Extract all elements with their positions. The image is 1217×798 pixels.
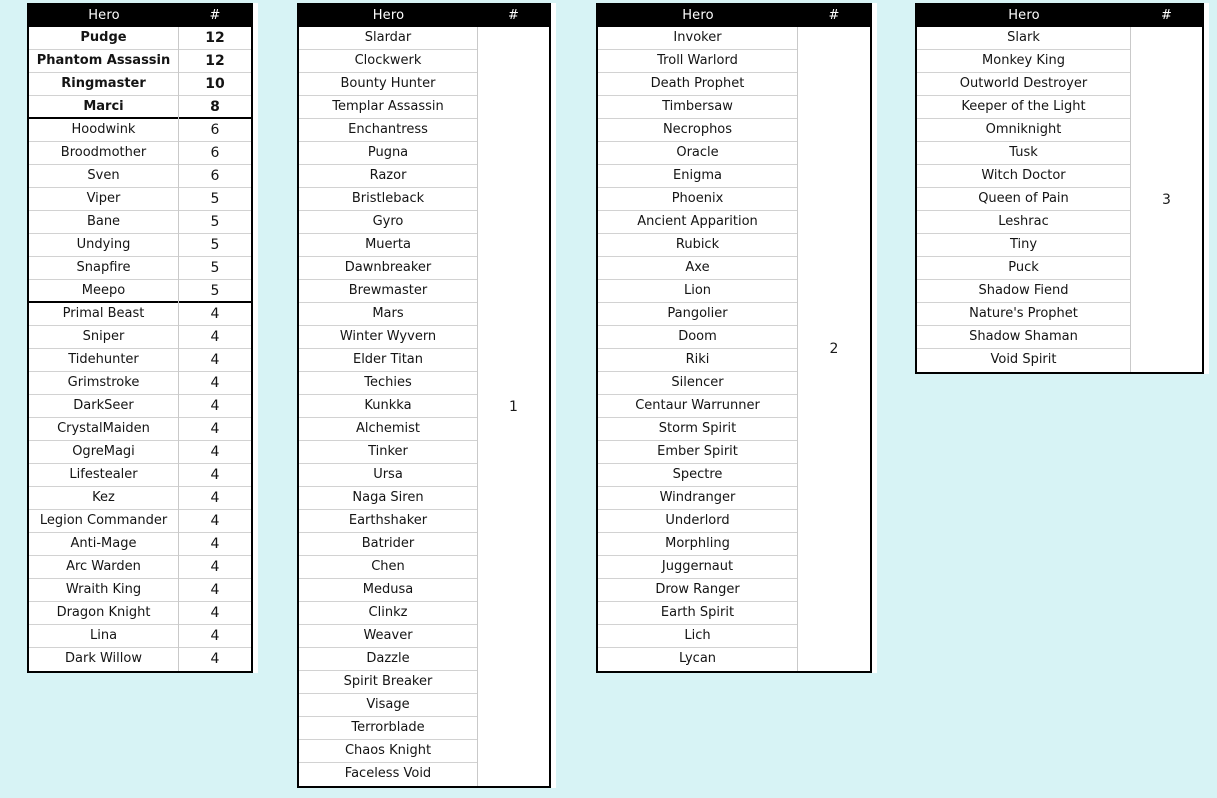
count-cell[interactable]: 4 [179, 349, 251, 372]
hero-column [299, 27, 478, 786]
hero-cell[interactable]: Shadow Shaman [917, 326, 1130, 349]
hero-cell[interactable]: Enchantress [299, 119, 477, 142]
hero-column [598, 27, 798, 671]
hero-cell[interactable]: Dark Willow [65, 651, 142, 666]
count-cell[interactable]: 4 [179, 556, 251, 579]
hero-cell[interactable]: Witch Doctor [917, 165, 1130, 188]
hero-count-table-2 [297, 3, 551, 788]
hero-cell[interactable]: Monkey King [917, 50, 1130, 73]
hero-cell[interactable]: Tiny [917, 234, 1130, 257]
hero-cell[interactable]: Omniknight [917, 119, 1130, 142]
hero-cell[interactable]: Riki [598, 349, 797, 372]
hero-cell[interactable]: Chen [299, 556, 477, 579]
count-column-header[interactable]: # [828, 8, 840, 23]
hero-cell[interactable]: Tusk [917, 142, 1130, 165]
count-column [798, 27, 870, 671]
count-cell[interactable]: 6 [179, 119, 251, 142]
hero-cell[interactable]: Outworld Destroyer [917, 73, 1130, 96]
hero-cell[interactable]: Broodmother [29, 142, 178, 165]
count-cell[interactable]: 12 [179, 50, 251, 73]
hero-cell[interactable]: Oracle [598, 142, 797, 165]
hero-cell[interactable]: Lycan [678, 651, 717, 666]
hero-cell[interactable]: Primal Beast [29, 303, 178, 326]
hero-count-table-1 [27, 3, 253, 673]
hero-cell[interactable]: Bristleback [299, 188, 477, 211]
hero-cell[interactable]: Doom [598, 326, 797, 349]
hero-column-header[interactable]: Hero [1008, 8, 1040, 23]
count-cell[interactable]: 4 [179, 579, 251, 602]
hero-cell[interactable]: Juggernaut [598, 556, 797, 579]
hero-cell[interactable]: Hoodwink [29, 119, 178, 142]
hero-cell[interactable]: Spirit Breaker [299, 671, 477, 694]
hero-cell[interactable]: Arc Warden [29, 556, 178, 579]
hero-cell[interactable]: Medusa [299, 579, 477, 602]
hero-cell[interactable]: Phoenix [598, 188, 797, 211]
hero-cell[interactable]: Earthshaker [299, 510, 477, 533]
count-cell[interactable]: 4 [179, 533, 251, 556]
hero-cell[interactable]: Alchemist [299, 418, 477, 441]
hero-cell[interactable]: Lich [598, 625, 797, 648]
count-column [478, 27, 549, 786]
hero-cell[interactable]: Weaver [299, 625, 477, 648]
hero-cell[interactable]: Axe [598, 257, 797, 280]
hero-cell[interactable]: Brewmaster [299, 280, 477, 303]
hero-cell[interactable]: Winter Wyvern [299, 326, 477, 349]
hero-column-header[interactable]: Hero [372, 8, 405, 23]
hero-cell[interactable]: Sven [29, 165, 178, 188]
hero-cell[interactable]: Terrorblade [299, 717, 477, 740]
hero-cell[interactable]: Clinkz [299, 602, 477, 625]
hero-cell[interactable]: Batrider [299, 533, 477, 556]
hero-cell[interactable]: Spectre [598, 464, 797, 487]
hero-cell[interactable]: OgreMagi [29, 441, 178, 464]
hero-cell[interactable]: Nature's Prophet [917, 303, 1130, 326]
hero-cell[interactable]: Pangolier [598, 303, 797, 326]
hero-cell[interactable]: Naga Siren [299, 487, 477, 510]
hero-cell[interactable]: Necrophos [598, 119, 797, 142]
hero-cell[interactable]: Ursa [299, 464, 477, 487]
hero-cell[interactable]: Marci [29, 96, 178, 119]
hero-cell[interactable]: Puck [917, 257, 1130, 280]
hero-cell[interactable]: Faceless Void [344, 766, 432, 781]
hero-cell[interactable]: Templar Assassin [299, 96, 477, 119]
hero-cell[interactable]: Earth Spirit [598, 602, 797, 625]
hero-cell[interactable]: Snapfire [29, 257, 178, 280]
count-cell[interactable]: 4 [179, 625, 251, 648]
count-cell[interactable]: 8 [179, 96, 251, 119]
hero-cell[interactable]: Enigma [598, 165, 797, 188]
count-cell[interactable]: 4 [179, 395, 251, 418]
hero-cell[interactable]: Legion Commander [29, 510, 178, 533]
hero-cell[interactable]: Windranger [598, 487, 797, 510]
hero-cell[interactable]: Visage [299, 694, 477, 717]
hero-cell[interactable]: Pugna [299, 142, 477, 165]
hero-cell[interactable]: Silencer [598, 372, 797, 395]
hero-cell[interactable]: Void Spirit [990, 352, 1057, 367]
count-column-header[interactable]: # [1160, 8, 1173, 23]
hero-cell[interactable]: Rubick [598, 234, 797, 257]
hero-cell[interactable]: Clockwerk [299, 50, 477, 73]
hero-cell[interactable]: Mars [299, 303, 477, 326]
hero-cell[interactable]: Lifestealer [29, 464, 178, 487]
count-cell[interactable]: 5 [179, 188, 251, 211]
table-body [917, 27, 1202, 372]
hero-count-table-3 [596, 3, 872, 673]
table-header-row [917, 5, 1202, 27]
hero-cell[interactable]: Troll Warlord [598, 50, 797, 73]
count-cell[interactable]: 10 [179, 73, 251, 96]
count-cell[interactable]: 6 [179, 142, 251, 165]
count-cell[interactable]: 4 [179, 464, 251, 487]
hero-cell[interactable]: Razor [299, 165, 477, 188]
merged-count-cell[interactable]: 2 [829, 341, 839, 357]
merged-count-cell[interactable]: 1 [509, 398, 518, 415]
count-cell[interactable]: 5 [179, 234, 251, 257]
count-cell[interactable]: 4 [179, 487, 251, 510]
count-cell[interactable]: 4 [179, 602, 251, 625]
hero-cell[interactable]: Drow Ranger [598, 579, 797, 602]
hero-column-header[interactable]: Hero [88, 8, 120, 23]
hero-cell[interactable]: Gyro [299, 211, 477, 234]
hero-cell[interactable]: Anti-Mage [29, 533, 178, 556]
hero-cell[interactable]: Dazzle [299, 648, 477, 671]
hero-cell[interactable]: Death Prophet [598, 73, 797, 96]
count-cell[interactable]: 4 [179, 510, 251, 533]
count-cell[interactable]: 4 [179, 303, 251, 326]
count-column-header[interactable]: # [507, 8, 520, 23]
count-cell[interactable]: 4 [210, 651, 220, 667]
count-cell[interactable]: 4 [179, 326, 251, 349]
count-cell[interactable]: 5 [179, 280, 251, 303]
hero-cell[interactable]: Sniper [29, 326, 178, 349]
count-column-header[interactable]: # [209, 8, 221, 23]
hero-count-table-4 [915, 3, 1204, 374]
count-cell[interactable]: 6 [179, 165, 251, 188]
hero-cell[interactable]: Bounty Hunter [299, 73, 477, 96]
hero-cell[interactable]: Dawnbreaker [299, 257, 477, 280]
hero-cell[interactable]: Grimstroke [29, 372, 178, 395]
hero-cell[interactable]: Slark [917, 27, 1130, 50]
hero-cell[interactable]: Tinker [299, 441, 477, 464]
count-cell[interactable]: 5 [179, 257, 251, 280]
hero-cell[interactable]: Queen of Pain [917, 188, 1130, 211]
hero-cell[interactable]: Shadow Fiend [917, 280, 1130, 303]
hero-cell[interactable]: Kez [29, 487, 178, 510]
count-column [1131, 27, 1202, 372]
hero-cell[interactable]: Lion [598, 280, 797, 303]
hero-column [917, 27, 1131, 372]
hero-cell[interactable]: Techies [299, 372, 477, 395]
table-body [598, 27, 870, 671]
hero-cell[interactable]: Viper [29, 188, 178, 211]
hero-cell[interactable]: Underlord [598, 510, 797, 533]
hero-cell[interactable]: Meepo [29, 280, 178, 303]
count-cell[interactable]: 4 [179, 441, 251, 464]
hero-cell[interactable]: Kunkka [299, 395, 477, 418]
hero-cell[interactable]: Lina [29, 625, 178, 648]
hero-cell[interactable]: Wraith King [29, 579, 178, 602]
hero-cell[interactable]: Ancient Apparition [598, 211, 797, 234]
hero-cell[interactable]: Invoker [598, 27, 797, 50]
hero-cell[interactable]: Undying [29, 234, 178, 257]
hero-column [29, 27, 179, 671]
hero-cell[interactable]: DarkSeer [29, 395, 178, 418]
count-cell[interactable]: 4 [179, 418, 251, 441]
table-header-row [598, 5, 870, 27]
hero-cell[interactable]: Pudge [29, 27, 178, 50]
table-body [29, 27, 251, 671]
hero-cell[interactable]: Ringmaster [29, 73, 178, 96]
hero-column-header[interactable]: Hero [682, 8, 714, 23]
count-cell[interactable]: 5 [179, 211, 251, 234]
merged-count-cell[interactable]: 3 [1162, 191, 1171, 208]
count-cell[interactable]: 12 [179, 27, 251, 50]
hero-cell[interactable]: Bane [29, 211, 178, 234]
hero-cell[interactable]: CrystalMaiden [29, 418, 178, 441]
count-cell[interactable]: 4 [179, 372, 251, 395]
count-column [179, 27, 251, 671]
hero-cell[interactable]: Elder Titan [299, 349, 477, 372]
hero-cell[interactable]: Morphling [598, 533, 797, 556]
hero-cell[interactable]: Ember Spirit [598, 441, 797, 464]
hero-cell[interactable]: Storm Spirit [598, 418, 797, 441]
hero-cell[interactable]: Centaur Warrunner [598, 395, 797, 418]
table-header-row [29, 5, 251, 27]
hero-cell[interactable]: Phantom Assassin [29, 50, 178, 73]
hero-cell[interactable]: Dragon Knight [29, 602, 178, 625]
hero-cell[interactable]: Timbersaw [598, 96, 797, 119]
hero-cell[interactable]: Muerta [299, 234, 477, 257]
table-header-row [299, 5, 549, 27]
table-body [299, 27, 549, 786]
hero-cell[interactable]: Tidehunter [29, 349, 178, 372]
hero-cell[interactable]: Leshrac [917, 211, 1130, 234]
hero-cell[interactable]: Chaos Knight [299, 740, 477, 763]
hero-cell[interactable]: Slardar [299, 27, 477, 50]
hero-cell[interactable]: Keeper of the Light [917, 96, 1130, 119]
